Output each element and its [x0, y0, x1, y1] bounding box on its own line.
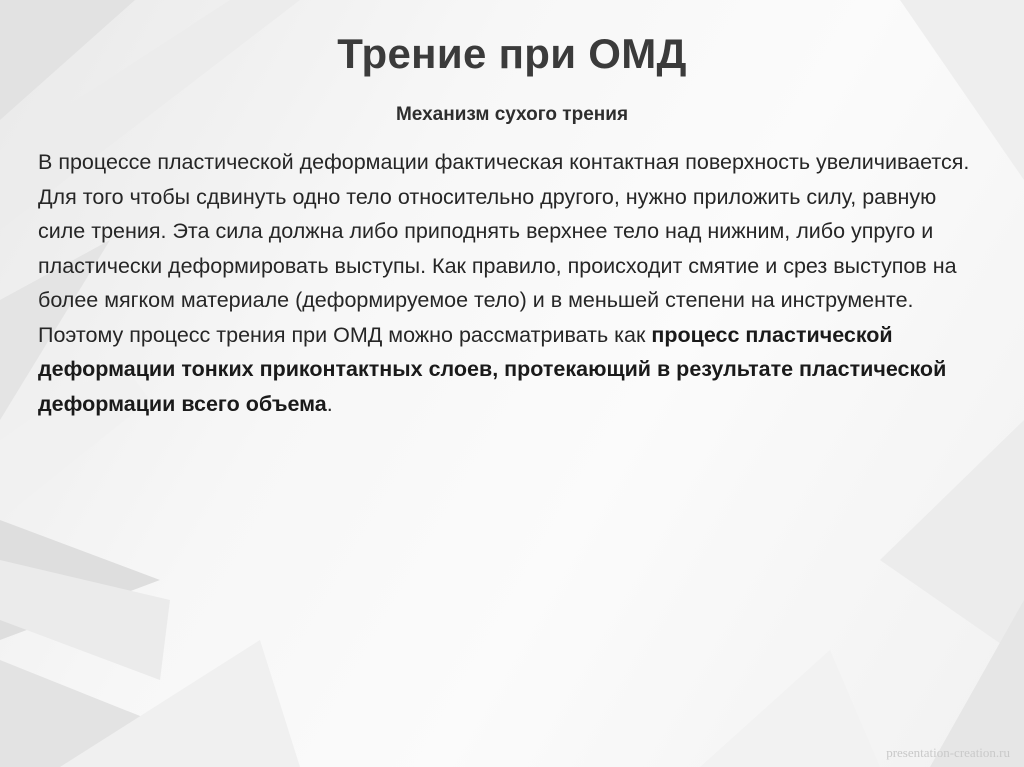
body-regular-text: В процессе пластической деформации фактическая контактная поверхность увеличивается. Для того чтобы сдвинуть одно тело относительно другого, нужно приложить силу, равную силе трения. Эта сила должна либо приподнять верхнее тело над нижним, либо упруго и пластически деформировать выступы. Как правило, происходит смятие и срез выступов на более мягком материале (деформируемое тело) и в меньшей степени на инструменте. Поэтому процесс трения при ОМД можно рассматривать как	[38, 150, 970, 347]
body-end-text: .	[326, 391, 333, 416]
bg-band	[880, 420, 1024, 660]
slide-subtitle: Механизм сухого трения	[395, 104, 629, 125]
body-bold-text: процесс пластической деформации тонких приконтактных слоев, протекающий в результате пластической деформации всего объема	[38, 322, 947, 416]
bg-band	[700, 650, 880, 767]
watermark: presentation-creation.ru	[886, 745, 1010, 760]
slide-title: Трение при ОМД	[337, 30, 687, 77]
body-paragraph	[38, 145, 988, 421]
